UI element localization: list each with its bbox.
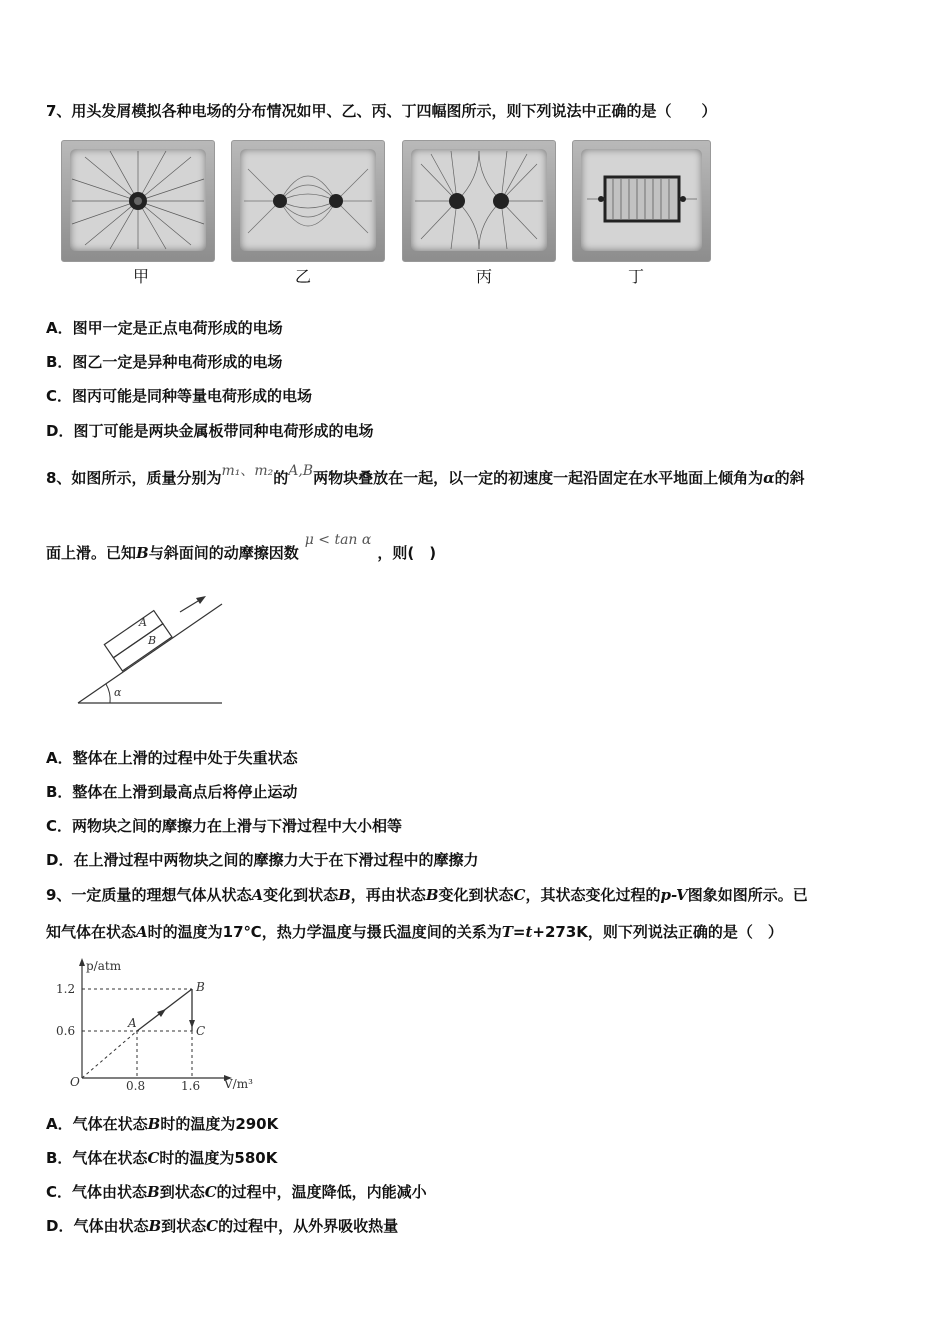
- q8-label-b: B: [148, 634, 157, 647]
- q8-angle-label: α: [114, 686, 122, 699]
- q8-option-a: A．整体在上滑的过程中处于失重状态: [46, 749, 298, 767]
- q7-option-b: B．图乙一定是异种电荷形成的电场: [46, 353, 283, 371]
- q9-point-c: C: [196, 1024, 206, 1038]
- q8-stem-line1: 8、如图所示，质量分别为m₁、m₂的A,B两物块叠放在一起，以一定的初速度一起沿固定在水平地面上倾角为α的斜: [46, 463, 805, 487]
- caption-yi: 乙: [295, 267, 312, 286]
- caption-bing: 丙: [476, 267, 493, 286]
- q8-option-b: B．整体在上滑到最高点后将停止运动: [46, 783, 298, 801]
- q9-y-tick-0-6: 0.6: [56, 1024, 76, 1038]
- q9-stem-line1: 9、一定质量的理想气体从状态A变化到状态B，再由状态B变化到状态C，其状态变化过程的p-V图象如图所示。已: [46, 886, 808, 904]
- q9-point-b: B: [196, 980, 205, 994]
- q8-formula: μ < tan α: [304, 532, 372, 548]
- q8-stem-line2: 面上滑。已知B与斜面间的动摩擦因数μ < tan α，则( ): [46, 532, 437, 562]
- photo-yi: [231, 140, 385, 262]
- q9-option-d: D．气体由状态B到状态C的过程中，从外界吸收热量: [46, 1217, 399, 1235]
- q7-stem: 7、用头发屑模拟各种电场的分布情况如甲、乙、丙、丁四幅图所示，则下列说法中正确的是（ ）: [46, 102, 717, 120]
- photo-ding: [572, 140, 711, 262]
- q9-option-b: B．气体在状态C时的温度为580K: [46, 1149, 278, 1167]
- q9-option-c: C．气体由状态B到状态C的过程中，温度降低，内能减小: [46, 1183, 427, 1201]
- q7-option-d: D．图丁可能是两块金属板带同种电荷形成的电场: [46, 422, 374, 440]
- q8-option-d: D．在上滑过程中两物块之间的摩擦力大于在下滑过程中的摩擦力: [46, 851, 479, 869]
- caption-jia: 甲: [133, 267, 150, 286]
- q9-origin-label: O: [70, 1075, 80, 1089]
- q8-label-a: A: [139, 616, 147, 629]
- q7-option-a: A．图甲一定是正点电荷形成的电场: [46, 319, 283, 337]
- q9-y-axis-label: p/atm: [86, 959, 122, 973]
- photo-jia: [61, 140, 215, 262]
- photo-bing: [402, 140, 556, 262]
- q9-x-tick-0-8: 0.8: [126, 1079, 146, 1093]
- q9-stem-line2: 知气体在状态A时的温度为17℃，热力学温度与摄氏温度间的关系为T=t+273K，则下列说法正确的是（ ）: [46, 923, 783, 941]
- q9-point-a: A: [128, 1016, 137, 1030]
- caption-ding: 丁: [628, 267, 645, 286]
- q9-x-tick-1-6: 1.6: [181, 1079, 201, 1093]
- q9-option-a: A．气体在状态B时的温度为290K: [46, 1115, 279, 1133]
- q7-option-c: C．图丙可能是同种等量电荷形成的电场: [46, 387, 313, 405]
- q9-pv-graph: [50, 956, 270, 1094]
- q9-x-axis-label: V/m³: [224, 1077, 253, 1091]
- q8-incline-diagram: [70, 592, 230, 710]
- q8-option-c: C．两物块之间的摩擦力在上滑与下滑过程中大小相等: [46, 817, 403, 835]
- q9-y-tick-1-2: 1.2: [56, 982, 76, 996]
